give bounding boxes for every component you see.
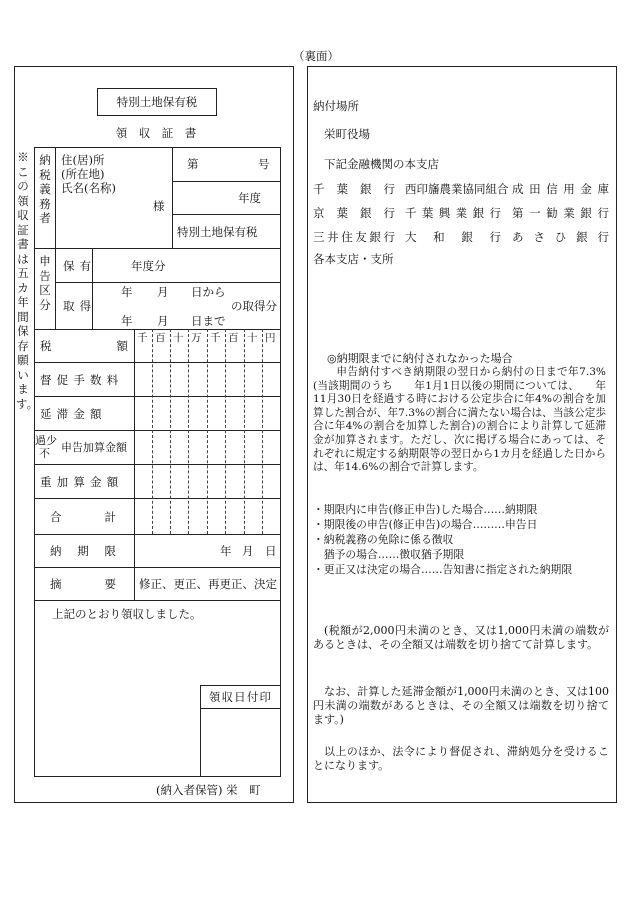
deadline-rule-1: ・期限後の申告(修正申告)の場合………申告日 xyxy=(313,518,538,531)
holding-label: 保有 xyxy=(63,259,97,273)
to-year: 年 xyxy=(121,314,133,328)
address-paren-label: (所在地) xyxy=(61,167,105,181)
heavy-penalty-label: 重加算金額 xyxy=(40,475,124,489)
deadline-day: 日 xyxy=(265,544,277,558)
under-declaration-top: 過少 xyxy=(35,434,57,447)
rounding-note-2: なお、計算した延滞金額が1,000円未満のとき、又は100円未満の端数があるときは、その全額又は端数を切り捨てます。) xyxy=(313,685,609,726)
deadline-text: 納 期 限 xyxy=(50,544,116,558)
received-statement: 上記のとおり領収しました。 xyxy=(52,607,202,621)
branches-note: 各本支店・支所 xyxy=(313,252,394,266)
number-prefix: 第 xyxy=(187,157,199,171)
under-declaration-bottom: 不 xyxy=(39,447,50,460)
address-label: 住(居)所 xyxy=(61,153,105,167)
total-text: 合 計 xyxy=(50,510,116,524)
enforcement-note: 以上のほか、法令により督促され、滞納処分を受けることになります。 xyxy=(313,745,609,772)
late-payment-body: 申告納付すべき納期限の翌日から納付の日まで年7.3%(当該期間のうち 年1月1日以後の期間については、 年11月30日を経過する時における公定歩合に年4%の割合を加算した割合が、年7.3%の割合に満たない場合は、当該公定歩合に年4%の割合を加算した割合)の割合により計算して延滞金が加算されます。ただし、次に掲げる場合にあっては、それぞれに規定する納期限等の翌日から1カ月を経過した日からは、年14.6%の割合で計算します。 xyxy=(313,366,606,474)
bank-2-1: 大 和 銀 行 xyxy=(405,230,501,244)
remarks-options: 修正、更正、再更正、決定 xyxy=(139,577,277,591)
from-month: 月 xyxy=(157,285,169,299)
deadline-year: 年 xyxy=(220,544,232,558)
deadline-month: 月 xyxy=(242,544,254,558)
bank-1-2: 第 一 勧 業 銀 行 xyxy=(512,206,609,220)
deadline-rule-0: ・期限内に申告(修正申告)した場合……納期限 xyxy=(313,503,538,516)
tax-name-label: 特別土地保有税 xyxy=(177,225,258,239)
payment-place-title: 納付場所 xyxy=(313,99,359,113)
reminder-fee-label: 督促手数料 xyxy=(40,373,124,387)
tax-amount-label xyxy=(40,339,128,353)
number-suffix: 号 xyxy=(258,157,270,171)
delinquency-amount-label: 延滞金額 xyxy=(40,407,107,421)
remarks-label xyxy=(50,577,116,591)
deadline-rule-4: ・更正又は決定の場合……告知書に指定された納期限 xyxy=(313,563,573,576)
tax-amount-text: 税 額 xyxy=(40,339,128,353)
digit-header-7: 円 xyxy=(265,332,276,344)
digit-header-0: 千 xyxy=(137,332,148,344)
deadline-rule-2: ・納税義務の免除に係る徴収 xyxy=(313,533,454,546)
bank-2-2: あ さ ひ 銀 行 xyxy=(512,230,609,244)
from-day: 日から xyxy=(191,285,226,299)
digit-header-6: 十 xyxy=(247,332,258,344)
deadline-label xyxy=(50,544,116,558)
holding-year-label: 年度分 xyxy=(131,259,166,273)
digit-header-5: 百 xyxy=(228,332,239,344)
retention-note: ※この領収証書は五カ年間保存願います。 xyxy=(16,150,39,411)
digit-header-4: 千 xyxy=(210,332,221,344)
acquisition-label: 取得 xyxy=(63,299,97,313)
to-month: 月 xyxy=(157,314,169,328)
receipt-date-stamp-label: 領収日付印 xyxy=(208,690,273,704)
tax-type-title: 特別土地保有税 xyxy=(116,95,198,109)
acquisition-portion-label: の取得分 xyxy=(231,299,277,313)
receipt-title: 領 収 証 書 xyxy=(115,126,197,140)
digit-header-3: 万 xyxy=(191,332,202,344)
bank-2-0: 三 井 住 友 銀 行 xyxy=(313,230,395,244)
financial-institutions-intro: 下記金融機関の本支店 xyxy=(324,157,439,171)
deadline-rule-3: 猶予の場合……徴収猶予期限 xyxy=(313,548,465,561)
digit-header-1: 百 xyxy=(155,332,166,344)
town-office: 栄町役場 xyxy=(324,127,370,141)
from-year: 年 xyxy=(121,285,133,299)
bank-1-0: 京 葉 銀 行 xyxy=(313,206,395,220)
rounding-note-1: (税額が2,000円未満のとき、又は1,000円未満の端数があるときは、その全額又は端数を切り捨てて計算します。 xyxy=(313,624,609,651)
digit-header-2: 十 xyxy=(173,332,184,344)
total-label xyxy=(50,510,116,524)
bank-1-1: 千 葉 興 業 銀 行 xyxy=(405,206,501,220)
fiscal-year-label: 年度 xyxy=(238,191,261,205)
remarks-text: 摘 要 xyxy=(50,577,116,591)
to-day: 日まで xyxy=(191,314,226,328)
late-payment-title: ◎納期限までに納付されなかった場合 xyxy=(327,352,513,365)
page-side-label: （裏面） xyxy=(293,49,339,63)
under-declaration-penalty-label: 申告加算金額 xyxy=(61,441,127,454)
bank-0-0: 千 葉 銀 行 xyxy=(313,182,395,196)
honorific-sama: 様 xyxy=(153,199,165,213)
taxpayer-copy-footer: (納入者保管) 栄 町 xyxy=(156,783,261,797)
name-label: 氏名(名称) xyxy=(61,181,116,195)
filing-category-label: 申告区分 xyxy=(39,254,51,312)
bank-0-1: 西 印 旛 農 業 協 同 組 合 xyxy=(405,182,509,196)
bank-0-2: 成 田 信 用 金 庫 xyxy=(512,182,609,196)
taxpayer-label: 納税義務者 xyxy=(39,153,51,225)
